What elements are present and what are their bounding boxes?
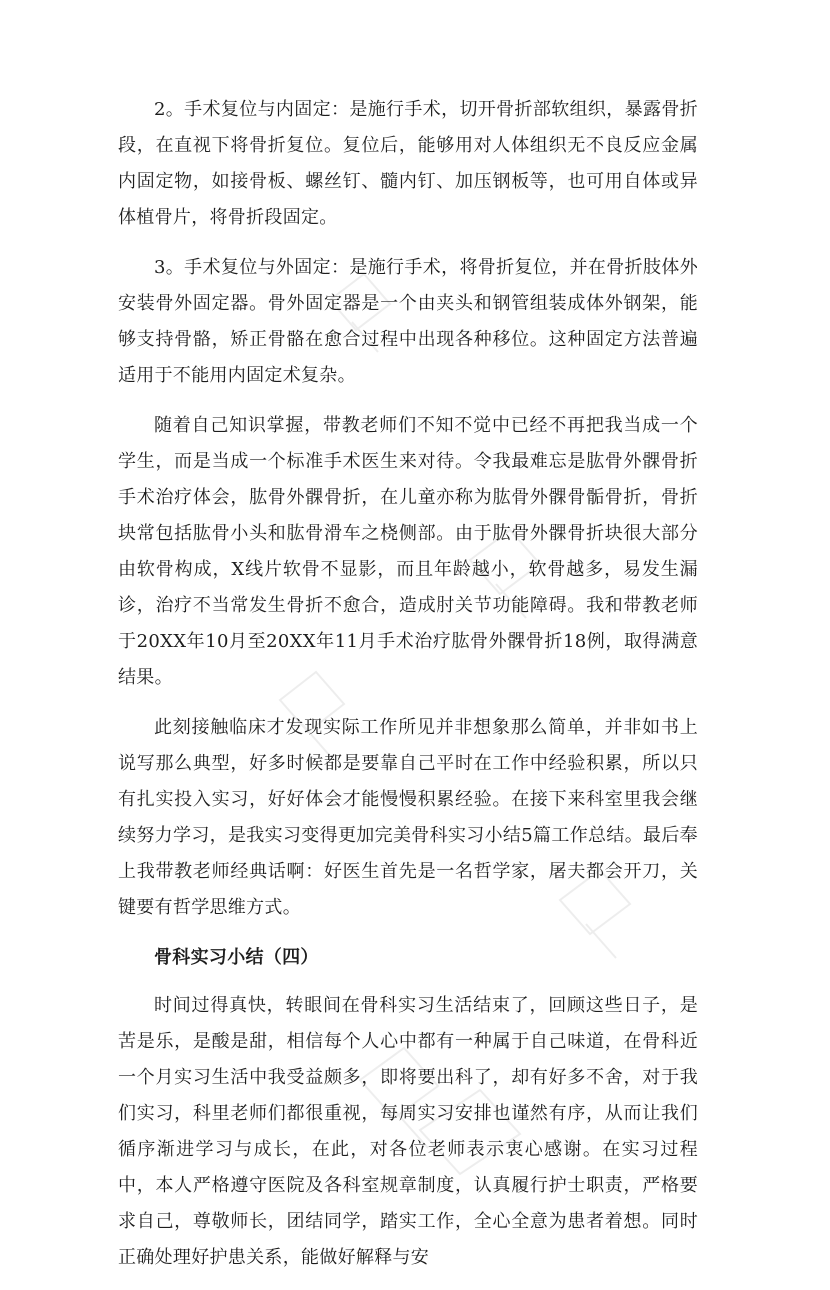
paragraph-external-fixation: 3。手术复位与外固定：是施行手术，将骨折复位，并在骨折肢体外安装骨外固定器。骨外固定器是一个由夹头和钢管组装成体外钢架，能够支持骨骼，矫正骨骼在愈合过程中出现各种移位。这种固定方法普遍适用于不能用内固定术复杂。 — [118, 257, 698, 386]
paragraph-summary-four: 时间过得真快，转眼间在骨科实习生活结束了，回顾这些日子，是苦是乐，是酸是甜，相信每个人心中都有一种属于自己味道，在骨科近一个月实习生活中我受益颇多，即将要出科了，却有好多不舍，对于我们实习，科里老师们都很重视，每周实习安排也谨然有序，从而让我们循序渐进学习与成长，在此，对各位老师表示衷心感谢。在实习过程中，本人严格遵守医院及各科室规章制度，认真履行护士职责，严格要求自己，尊敬师长，团结同学，踏实工作，全心全意为患者着想。同时正确处理好护患关系，能做好解释与安 — [118, 995, 698, 1268]
paragraph-internal-fixation: 2。手术复位与内固定：是施行手术，切开骨折部软组织，暴露骨折段，在直视下将骨折复位。复位后，能够用对人体组织无不良反应金属内固定物，如接骨板、螺丝钉、髓内钉、加压钢板等，也可用自体或异体植骨片，将骨折段固定。 — [118, 99, 698, 228]
section-heading: 骨科实习小结（四） — [154, 947, 319, 968]
document-body — [118, 92, 698, 1290]
paragraph-clinical-reflection: 此刻接触临床才发现实际工作所见并非想象那么简单，并非如书上说写那么典型，好多时候都是要靠自己平时在工作中经验积累，所以只有扎实投入实习，好好体会才能慢慢积累经验。在接下来科室里我会继续努力学习，是我实习变得更加完美骨科实习小结5篇工作总结。最后奉上我带教老师经典话啊：好医生首先是一名哲学家，屠夫都会开刀，关键要有哲学思维方式。 — [118, 717, 698, 918]
paragraph-learning-experience: 随着自己知识掌握，带教老师们不知不觉中已经不再把我当成一个学生，而是当成一个标准手术医生来对待。令我最难忘是肱骨外髁骨折手术治疗体会，肱骨外髁骨折，在儿童亦称为肱骨外髁骨骺骨折，骨折块常包括肱骨小头和肱骨滑车之桡侧部。由于肱骨外髁骨折块很大部分由软骨构成，X线片软骨不显影，而且年龄越小，软骨越多，易发生漏诊，治疗不当常发生骨折不愈合，造成肘关节功能障碍。我和带教老师于20XX年10月至20XX年11月手术治疗肱骨外髁骨折18例，取得满意结果。 — [118, 415, 698, 688]
